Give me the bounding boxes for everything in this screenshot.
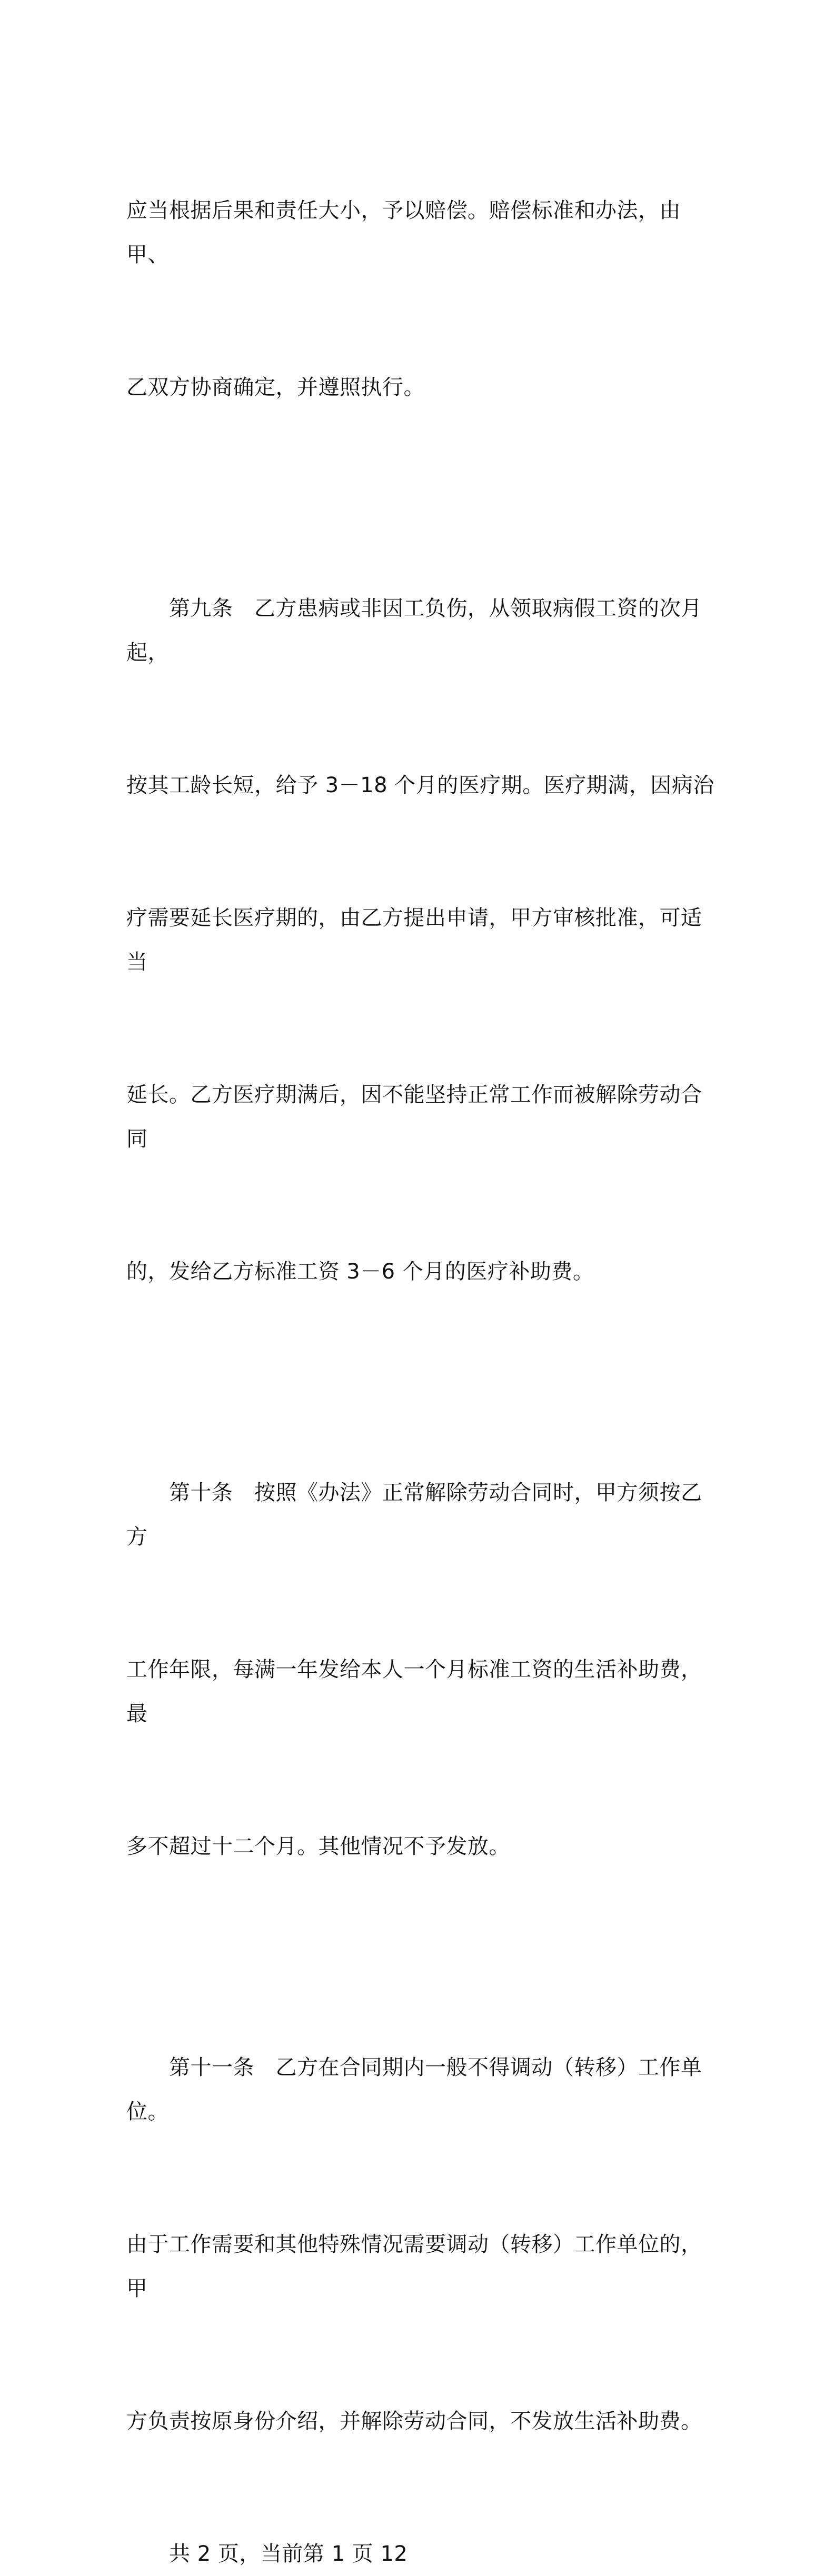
text-line: 多不超过十二个月。其他情况不予发放。: [126, 1834, 510, 1859]
paragraph-continuation: [126, 100, 716, 498]
text-line: 方负责按原身份介绍，并解除劳动合同，不发放生活补助费。: [126, 2409, 702, 2433]
text-line: 第十条 按照《办法》正常解除劳动合同时，甲方须按乙方: [126, 1481, 702, 1549]
paragraph-article-9: [126, 498, 716, 1382]
text-line: 应当根据后果和责任大小，予以赔偿。赔偿标准和办法，由甲、: [126, 198, 681, 267]
text-line: 延长。乙方医疗期满后，因不能坚持正常工作而被解除劳动合同: [126, 1083, 702, 1151]
page-footer: 共 2 页，当前第 1 页 12: [169, 2542, 408, 2566]
text-line: 第九条 乙方患病或非因工负伤，从领取病假工资的次月起，: [126, 596, 702, 665]
text-line: 第十一条 乙方在合同期内一般不得调动（转移）工作单位。: [126, 2055, 702, 2124]
text-line: 由于工作需要和其他特殊情况需要调动（转移）工作单位的，甲: [126, 2232, 702, 2301]
text-line: 按其工龄长短，给予 3－18 个月的医疗期。医疗期满，因病治: [126, 773, 714, 797]
paragraph-article-10: [126, 1382, 716, 1957]
paragraph-article-11: [126, 1957, 716, 2532]
text-line: 的，发给乙方标准工资 3－6 个月的医疗补助费。: [126, 1260, 594, 1284]
text-line: 疗需要延长医疗期的，由乙方提出申请，甲方审核批准，可适当: [126, 906, 702, 974]
text-line: 乙双方协商确定，并遵照执行。: [126, 375, 425, 400]
text-line: 工作年限，每满一年发给本人一个月标准工资的生活补助费，最: [126, 1658, 702, 1726]
document-body: [126, 100, 716, 2576]
